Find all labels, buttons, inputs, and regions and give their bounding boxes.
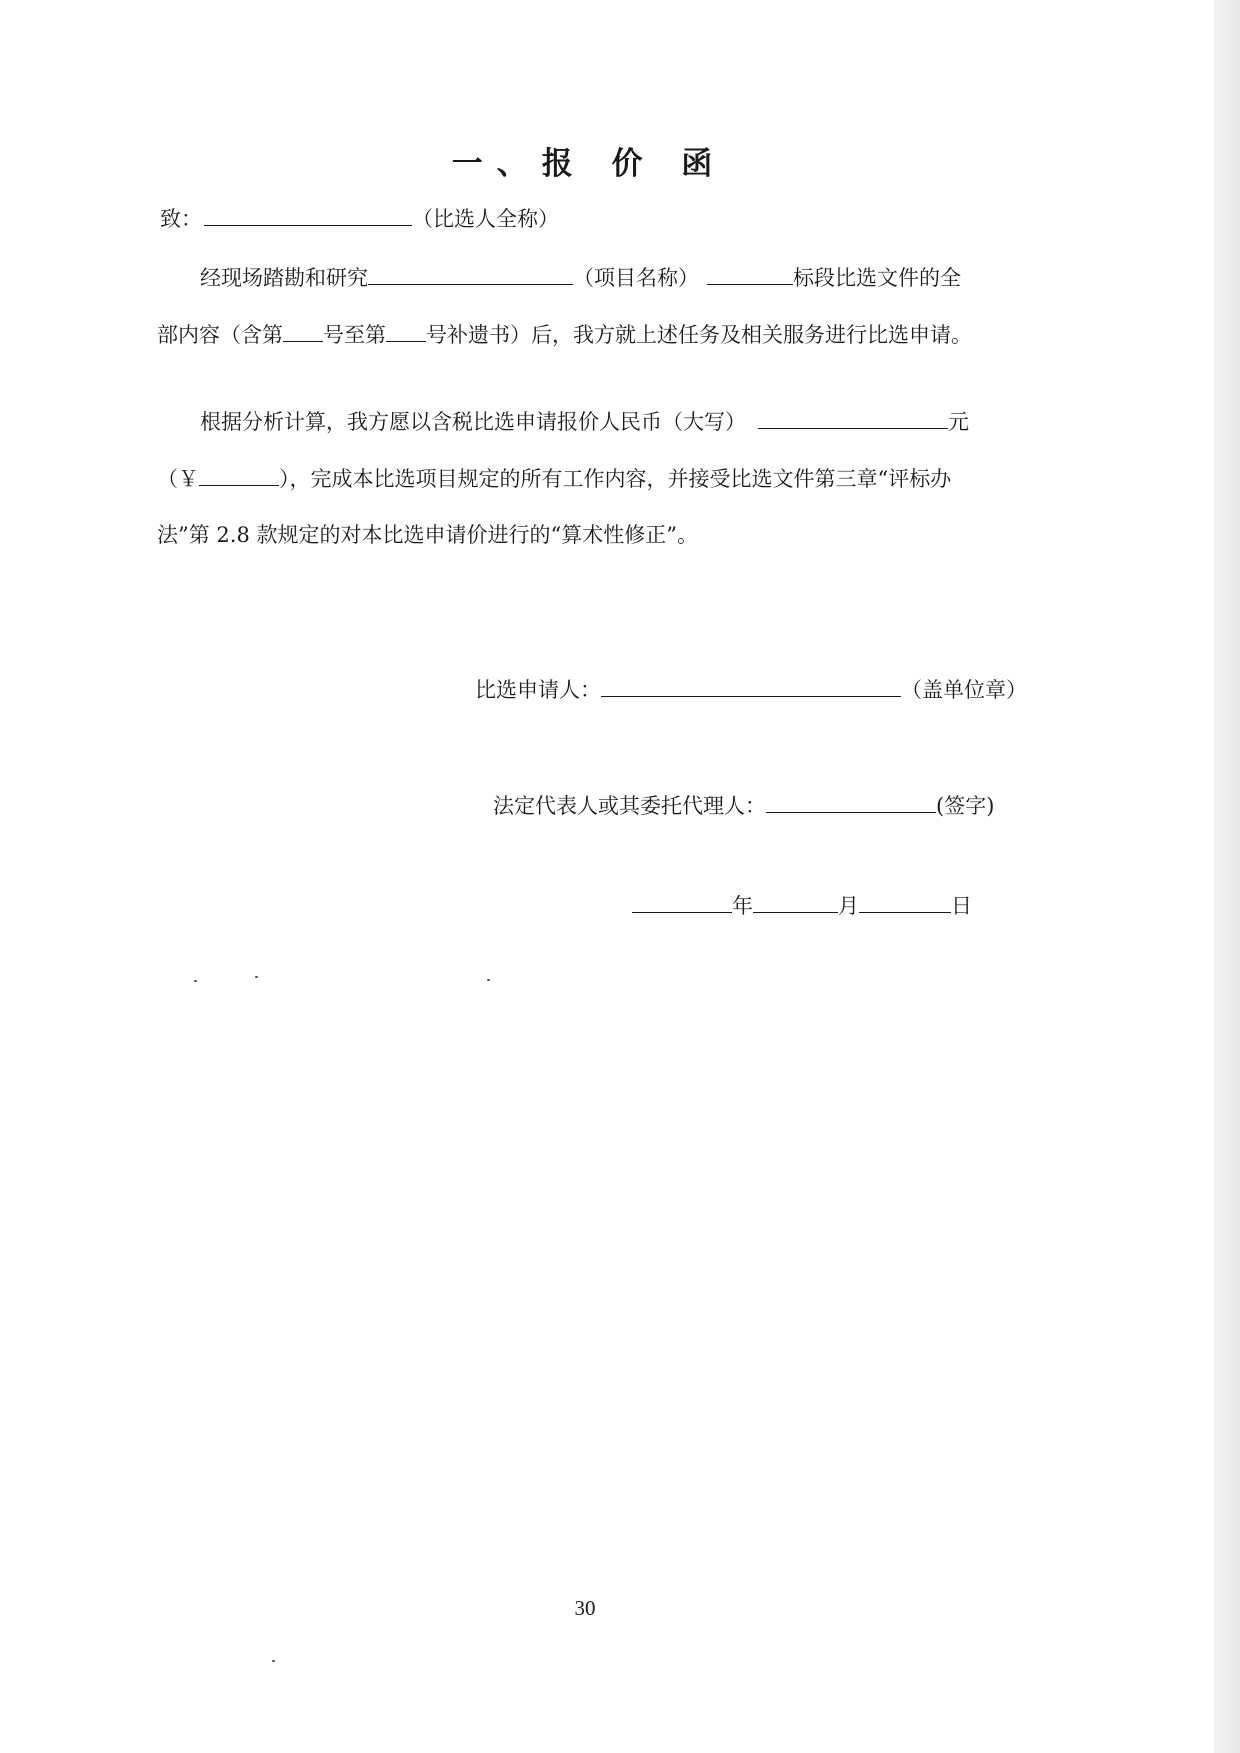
page-number: 30 xyxy=(574,1596,596,1620)
scan-speck xyxy=(487,979,490,981)
year-label: 年 xyxy=(732,894,753,918)
addendum-to-text: 号至第 xyxy=(323,323,386,347)
applicant-line xyxy=(475,674,1027,705)
addressee-prefix: 致： xyxy=(160,207,202,231)
addressee-suffix: （比选人全称） xyxy=(412,207,559,231)
applicant-seal-note: （盖单位章） xyxy=(901,678,1027,702)
contents-text: 部内容（含第 xyxy=(157,323,283,347)
paragraph1-line2 xyxy=(157,319,972,350)
price-number-blank[interactable] xyxy=(199,463,279,486)
addressee-line xyxy=(160,203,559,234)
paragraph2-line2 xyxy=(157,463,951,494)
price-text: 根据分析计算，我方愿以含税比选申请报价人民币（大写） xyxy=(200,410,746,434)
representative-blank[interactable] xyxy=(766,790,936,813)
year-blank[interactable] xyxy=(632,890,732,913)
yen-prefix: （￥ xyxy=(157,467,199,491)
day-label: 日 xyxy=(951,894,972,918)
project-name-blank[interactable] xyxy=(368,262,573,285)
month-blank[interactable] xyxy=(753,890,838,913)
day-blank[interactable] xyxy=(859,890,951,913)
representative-line xyxy=(493,790,994,821)
application-text: 号补遗书）后，我方就上述任务及相关服务进行比选申请。 xyxy=(426,323,972,347)
scan-speck xyxy=(272,1660,275,1662)
addressee-blank[interactable] xyxy=(204,203,412,226)
paragraph1-line1 xyxy=(200,262,961,293)
project-name-note: （项目名称） xyxy=(573,266,699,290)
paragraph2-line1 xyxy=(200,406,969,437)
representative-label: 法定代表人或其委托代理人： xyxy=(493,794,766,818)
paragraph2-line3: 法”第 2.8 款规定的对本比选申请价进行的“算术性修正”。 xyxy=(157,523,698,547)
section-blank[interactable] xyxy=(707,262,793,285)
scan-speck xyxy=(255,976,258,978)
scope-text: ），完成本比选项目规定的所有工作内容，并接受比选文件第三章“评标办 xyxy=(279,467,952,491)
scan-speck xyxy=(194,980,197,982)
addendum-to-blank[interactable] xyxy=(386,319,426,342)
representative-sign-note: (签字) xyxy=(936,794,995,818)
page-title: 一、报 价 函 xyxy=(451,146,727,182)
yuan-text: 元 xyxy=(948,410,969,434)
page-edge xyxy=(1214,0,1240,1753)
applicant-blank[interactable] xyxy=(601,674,901,697)
addendum-from-blank[interactable] xyxy=(283,319,323,342)
price-words-blank[interactable] xyxy=(758,406,948,429)
month-label: 月 xyxy=(838,894,859,918)
section-text: 标段比选文件的全 xyxy=(793,266,961,290)
survey-text: 经现场踏勘和研究 xyxy=(200,266,368,290)
applicant-label: 比选申请人： xyxy=(475,678,601,702)
date-line xyxy=(632,890,972,921)
